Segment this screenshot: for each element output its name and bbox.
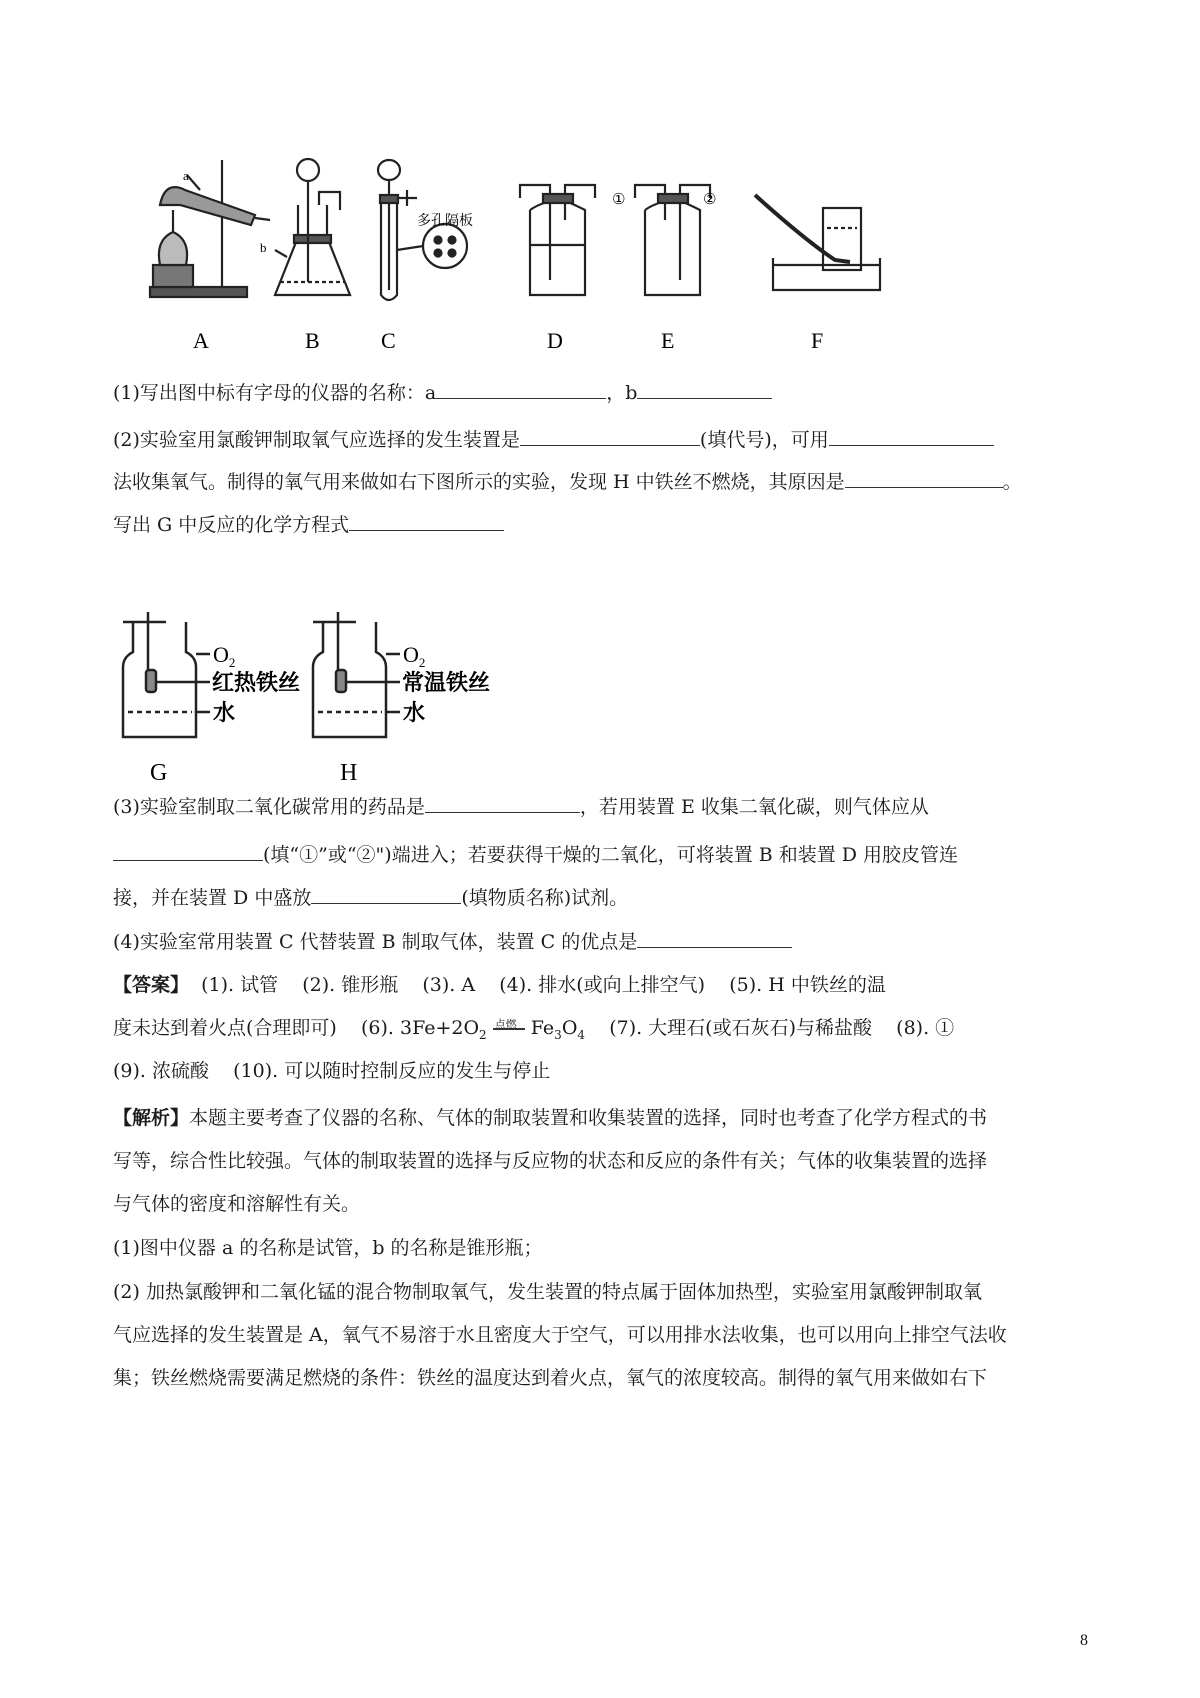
annot-a: a bbox=[183, 168, 189, 183]
h-label: H bbox=[340, 760, 358, 786]
analysis-line6: 气应选择的发生装置是 A，氧气不易溶于水且密度大于空气，可以用排水法收集，也可以用向上排空气法收 bbox=[113, 1324, 1007, 1346]
annot-porous-plate: 多孔隔板 bbox=[417, 213, 473, 229]
label-a: A bbox=[193, 328, 209, 353]
iron-wire-figure bbox=[118, 612, 548, 817]
blank-q2-equation[interactable] bbox=[349, 510, 504, 531]
blank-q2-device[interactable] bbox=[520, 425, 700, 446]
annot-e1: ① bbox=[612, 190, 626, 208]
q3-line2: (填“①”或“②")端进入；若要获得干燥的二氧化，可将装置 B 和装置 D 用胶皮管连 bbox=[113, 840, 958, 870]
annot-b: b bbox=[260, 240, 267, 255]
g-o2-label: O bbox=[213, 642, 229, 667]
analysis-line2: 写等，综合性比较强。气体的制取装置的选择与反应物的状态和反应的条件有关；气体的收集装置的选择 bbox=[113, 1150, 988, 1172]
blank-q2-method[interactable] bbox=[829, 425, 994, 446]
svg-text:O2: $O_2$ bbox=[403, 642, 426, 670]
apparatus-c bbox=[378, 160, 467, 300]
bottle-h bbox=[313, 612, 400, 737]
q2-line3: 写出 G 中反应的化学方程式 bbox=[113, 510, 504, 540]
q3-line1: (3)实验室制取二氧化碳常用的药品是 ，若用装置 E 收集二氧化碳，则气体应从 bbox=[113, 792, 929, 822]
apparatus-e bbox=[635, 185, 710, 295]
answer-line3: (9). 浓硫酸 (10). 可以随时控制反应的发生与停止 bbox=[113, 1060, 551, 1082]
g-label: G bbox=[150, 760, 168, 786]
analysis-line7: 集；铁丝燃烧需要满足燃烧的条件：铁丝的温度达到着火点，氧气的浓度较高。制得的氧气用来做如右下 bbox=[113, 1367, 988, 1389]
blank-q3-reagent[interactable] bbox=[425, 792, 580, 813]
apparatus-a bbox=[150, 160, 270, 297]
answer-line2: 度未达到着火点(合理即可) (6). $3Fe+2O_2$ 点燃 $Fe_3O_4$ (7). 大理石(或石灰石)与稀盐酸 (8). ① bbox=[113, 1017, 955, 1042]
h-wire-label: 常温铁丝 bbox=[402, 671, 491, 696]
apparatus-f bbox=[755, 195, 880, 290]
q4: (4)实验室常用装置 C 代替装置 B 制取气体，装置 C 的优点是 bbox=[113, 927, 792, 957]
apparatus-figure bbox=[105, 150, 950, 385]
apparatus-b bbox=[275, 159, 350, 295]
reaction-condition: 点燃 bbox=[493, 1019, 525, 1039]
label-e: E bbox=[661, 328, 675, 353]
h-water-label: 水 bbox=[403, 701, 426, 726]
label-d: D bbox=[547, 328, 563, 353]
analysis-heading: 【解析】 bbox=[113, 1107, 190, 1129]
blank-q2-reason[interactable] bbox=[845, 467, 1003, 488]
label-b: B bbox=[305, 328, 320, 353]
q3-line3: 接，并在装置 D 中盛放 (填物质名称)试剂。 bbox=[113, 883, 628, 913]
analysis-line1: 【解析】本题主要考查了仪器的名称、气体的制取装置和收集装置的选择，同时也考查了化学方程式的书 bbox=[113, 1107, 988, 1129]
g-water-label: 水 bbox=[213, 701, 236, 726]
blank-q3-drying[interactable] bbox=[311, 883, 461, 904]
q2-line2: 法收集氧气。制得的氧气用来做如右下图所示的实验，发现 H 中铁丝不燃烧，其原因是 。 bbox=[113, 467, 1022, 497]
label-f: F bbox=[811, 328, 824, 353]
annot-e2: ② bbox=[703, 190, 717, 208]
blank-q3-port[interactable] bbox=[113, 840, 263, 861]
analysis-line4: (1)图中仪器 a 的名称是试管，b 的名称是锥形瓶； bbox=[113, 1237, 543, 1259]
bottle-g bbox=[123, 612, 210, 737]
label-c: C bbox=[381, 328, 396, 353]
page-number: 8 bbox=[1080, 1632, 1088, 1649]
q2-line1: (2)实验室用氯酸钾制取氧气应选择的发生装置是 (填代号)，可用 bbox=[113, 425, 994, 455]
blank-a[interactable] bbox=[436, 378, 606, 399]
q1: (1)写出图中标有字母的仪器的名称：a ，b bbox=[113, 378, 772, 408]
apparatus-d bbox=[520, 185, 595, 295]
g-wire-label: 红热铁丝 bbox=[212, 671, 301, 696]
analysis-line5: (2) 加热氯酸钾和二氧化锰的混合物制取氧气，发生装置的特点属于固体加热型，实验室用氯酸钾制取氧 bbox=[113, 1281, 982, 1303]
h-o2-label: O bbox=[403, 642, 419, 667]
blank-b[interactable] bbox=[637, 378, 772, 399]
svg-text:O2: $O_2$ bbox=[213, 642, 236, 670]
analysis-line3: 与气体的密度和溶解性有关。 bbox=[113, 1193, 361, 1215]
answer-line1: 【答案】 (1). 试管 (2). 锥形瓶 (3). A (4). 排水(或向上排空气) (5). H 中铁丝的温 bbox=[113, 974, 886, 996]
answer-heading: 【答案】 bbox=[113, 974, 190, 996]
blank-q4-advantage[interactable] bbox=[637, 927, 792, 948]
